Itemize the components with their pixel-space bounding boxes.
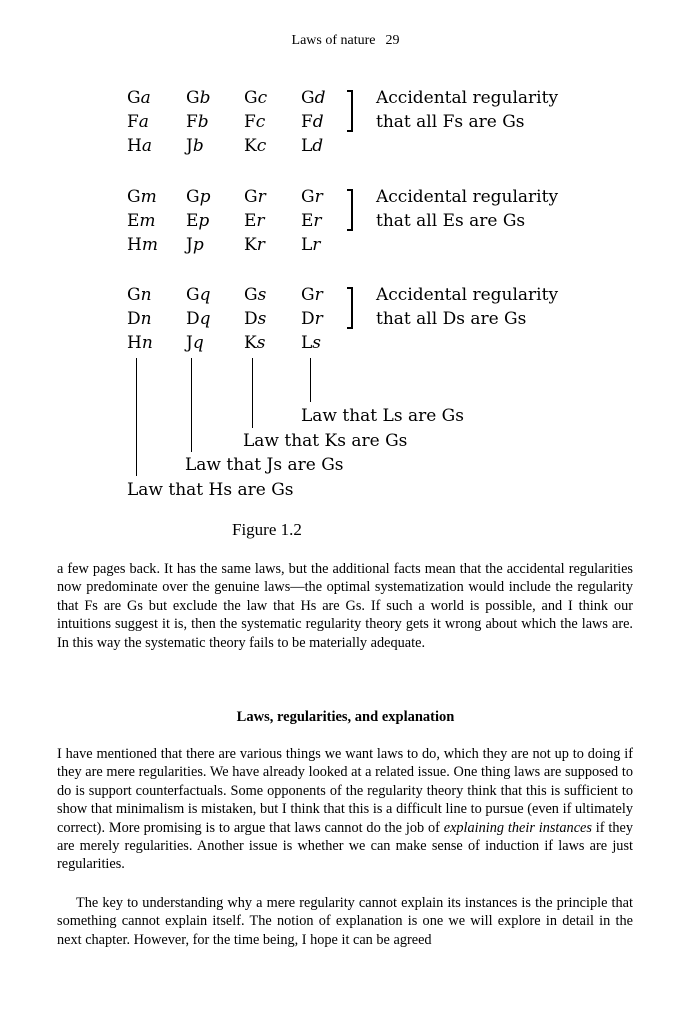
figure-cell: Gb: [186, 88, 211, 108]
figure-cell: Gr: [301, 285, 323, 305]
paragraph-2-text-a: I have mentioned that there are various things we want laws to do, which they are not up to doing if they are mere regularities. We have already looked at a related issue. One thing laws are supposed to do is support counterfactuals. Some opponents of the regularity theory think that this is sufficient to show that minimalism is mistaken, but I think that this is a difficult line to pursue (even if ultimately correct). More promising is to argue that laws cannot do the job of: [57, 746, 633, 836]
figure-cell: Jb: [186, 136, 204, 156]
figure-cell: Er: [244, 211, 265, 231]
figure-cell: Gq: [186, 285, 211, 305]
figure-cell: Ha: [127, 136, 152, 156]
figure-cell: Ls: [301, 333, 322, 353]
group-label-line2: that all Es are Gs: [376, 211, 526, 231]
figure-cell: Gr: [301, 187, 323, 207]
running-title: Laws of nature: [291, 33, 376, 48]
figure-cell: Ks: [244, 333, 266, 353]
figure-cell: Gs: [244, 285, 267, 305]
figure-cell: Hm: [127, 235, 158, 255]
group-label-line1: Accidental regularity: [376, 285, 559, 305]
figure-cell: Kc: [244, 136, 267, 156]
law-label-j: Law that Js are Gs: [185, 455, 344, 475]
figure-caption-text: Figure 1.2: [232, 520, 302, 539]
paragraph-1: a few pages back. It has the same laws, but the additional facts mean that the accidental regularities now predominate over the genuine laws—the optimal systematization would include the regularity that Fs are Gs but exclude the law that Hs are Gs. If such a world is possible, and I think our intuitions suggest it is, then the systematic regularity theory gets it wrong about which the laws are. In this way the systematic theory fails to be materially adequate.: [57, 561, 633, 651]
paragraph-2-italic: explaining their instances: [443, 819, 592, 836]
figure-cell: Gp: [186, 187, 211, 207]
figure-cell: Gc: [244, 88, 268, 108]
figure-cell: Jq: [186, 333, 204, 353]
figure-cell: Dr: [301, 309, 323, 329]
law-line-h: [136, 358, 137, 476]
group-bracket: [347, 189, 353, 231]
section-heading: Laws, regularities, and explanation: [236, 709, 455, 725]
figure-cell: Gn: [127, 285, 152, 305]
figure-cell: Fd: [301, 112, 324, 132]
paragraph-2: [57, 745, 633, 874]
law-label-h: Law that Hs are Gs: [127, 480, 294, 500]
figure-cell: Dn: [127, 309, 152, 329]
law-line-l: [310, 358, 311, 402]
figure-cell: Ga: [127, 88, 151, 108]
figure-cell: Fb: [186, 112, 209, 132]
figure-cell: Fa: [127, 112, 149, 132]
figure-cell: Gd: [301, 88, 326, 108]
page-number: 29: [385, 33, 400, 48]
law-label-l: Law that Ls are Gs: [301, 406, 464, 426]
figure-cell: Fc: [244, 112, 266, 132]
law-line-j: [191, 358, 192, 452]
figure-cell: Gr: [244, 187, 266, 207]
law-label-k: Law that Ks are Gs: [243, 431, 408, 451]
group-label-line1: Accidental regularity: [376, 187, 559, 207]
paragraph-2-text-b: if they are merely regularities. Another issue is whether we can make sense of induction if laws are just regularities.: [57, 819, 633, 873]
figure-cell: Ds: [244, 309, 267, 329]
figure-cell: Ep: [186, 211, 210, 231]
figure-cell: Lr: [301, 235, 321, 255]
figure-cell: Dq: [186, 309, 211, 329]
group-label-line2: that all Fs are Gs: [376, 112, 525, 132]
paragraph-3: The key to understanding why a mere regularity cannot explain its instances is the principle that something cannot explain itself. The notion of explanation is one we will explore in detail in the next chapter. However, for the time being, I hope it can be agreed: [57, 895, 633, 948]
figure-cell: Kr: [244, 235, 265, 255]
figure-cell: Ld: [301, 136, 324, 156]
figure-cell: Gm: [127, 187, 157, 207]
figure-cell: Em: [127, 211, 156, 231]
figure-cell: Er: [301, 211, 322, 231]
group-label-line1: Accidental regularity: [376, 88, 559, 108]
group-label-line2: that all Ds are Gs: [376, 309, 527, 329]
law-line-k: [252, 358, 253, 428]
group-bracket: [347, 90, 353, 132]
figure-cell: Jp: [186, 235, 204, 255]
group-bracket: [347, 287, 353, 329]
figure-cell: Hn: [127, 333, 153, 353]
